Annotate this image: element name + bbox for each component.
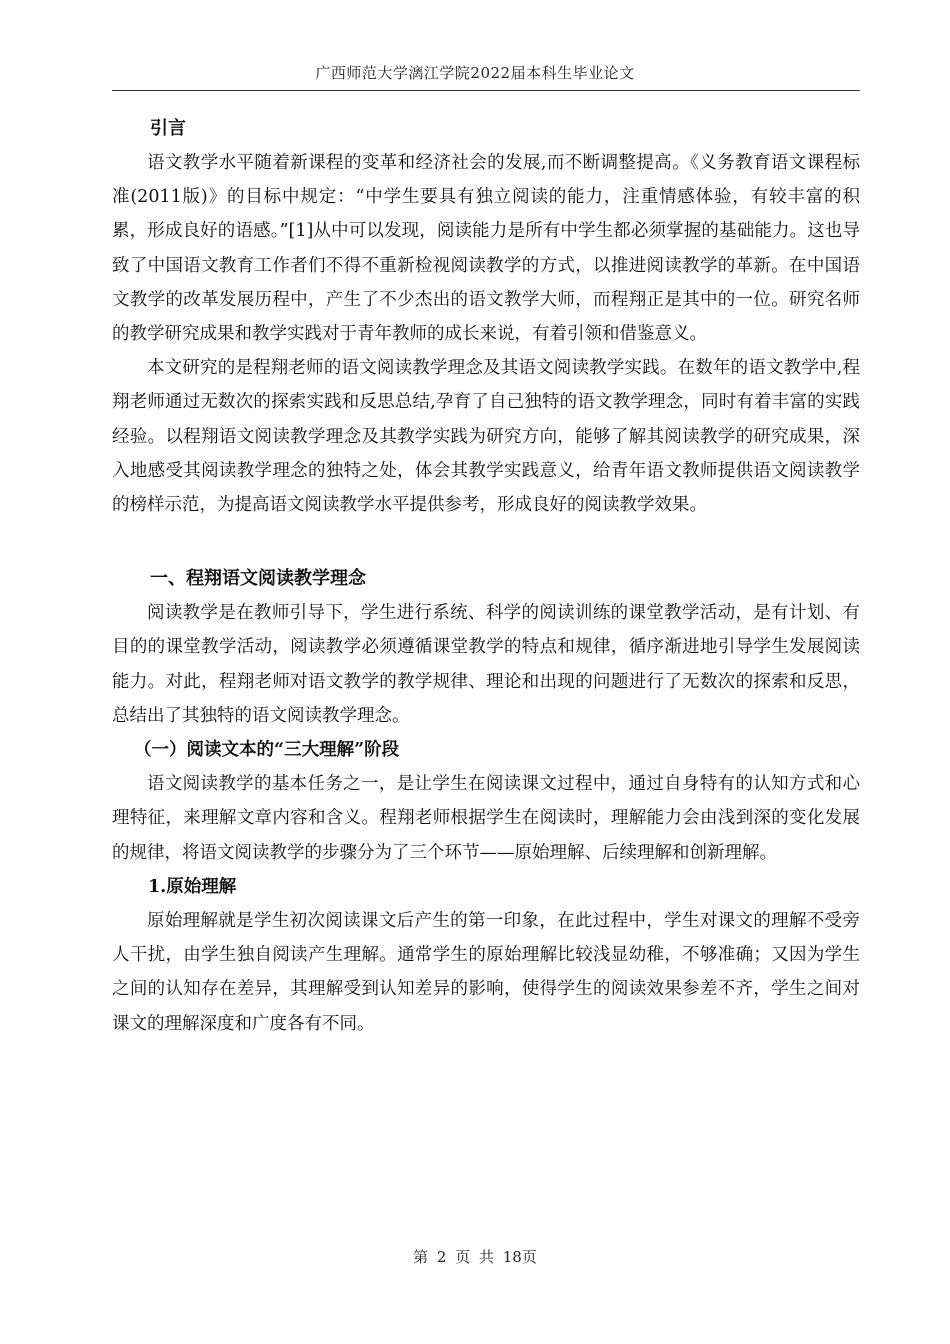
subsection-1-heading: （一）阅读文本的“三大理解”阶段 [134, 740, 400, 761]
section-spacer [112, 522, 860, 562]
intro-paragraph-1: 语文教学水平随着新课程的变革和经济社会的发展,而不断调整提高。《义务教育语文课程标准(2011版)》的目标中规定：“中学生要具有独立阅读的能力，注重情感体验，有较丰富的积累，形成良好的语感。”[1]从中可以发现，阅读能力是所有中学生都必须掌握的基础能力。这也导致了中国语文教育工作者们不得不重新检视阅读教学的方式，以推进阅读教学的革新。在中国语文教学的改革发展历程中，产生了不少杰出的语文教学大师，而程翔正是其中的一位。研究名师的教学研究成果和教学实践对于青年教师的成长来说，有着引领和借鉴意义。 [112, 153, 860, 345]
running-header: 广西师范大学漓江学院2022届本科生毕业论文 [315, 64, 635, 82]
page-number-footer: 第 2 页 共 18页 [413, 1248, 537, 1266]
section-1-paragraph-1: 阅读教学是在教师引导下，学生进行系统、科学的阅读训练的课堂教学活动，是有计划、有目的的课堂教学活动，阅读教学必须遵循课堂教学的特点和规律，循序渐进地引导学生发展阅读能力。对此，程翔老师对语文教学的教学规律、理论和出现的问题进行了无数次的探索和反思，总结出了其独特的语文阅读教学理念。 [112, 603, 860, 726]
item-1-heading: 1.原始理解 [148, 876, 237, 897]
intro-heading: 引言 [150, 118, 186, 139]
page-body [112, 112, 860, 1041]
section-1-heading: 一、程翔语文阅读教学理念 [150, 568, 366, 590]
subsection-1-paragraph-1: 语文阅读教学的基本任务之一，是让学生在阅读课文过程中，通过自身特有的认知方式和心理特征，来理解文章内容和含义。程翔老师根据学生在阅读时，理解能力会由浅到深的变化发展的规律，将语文阅读教学的步骤分为了三个环节——原始理解、后续理解和创新理解。 [112, 774, 860, 863]
header-divider [112, 90, 860, 91]
item-1-paragraph-1: 原始理解就是学生初次阅读课文后产生的第一印象，在此过程中，学生对课文的理解不受旁人干扰，由学生独自阅读产生理解。通常学生的原始理解比较浅显幼稚，不够准确；又因为学生之间的认知存在差异，其理解受到认知差异的影响，使得学生的阅读效果参差不齐，学生之间对课文的理解深度和广度各有不同。 [112, 911, 860, 1034]
intro-paragraph-2: 本文研究的是程翔老师的语文阅读教学理念及其语文阅读教学实践。在数年的语文教学中,程翔老师通过无数次的探索实践和反思总结,孕育了自己独特的语文教学理念，同时有着丰富的实践经验。以程翔语文阅读教学理念及其教学实践为研究方向，能够了解其阅读教学的研究成果，深入地感受其阅读教学理念的独特之处，体会其教学实践意义，给青年语文教师提供语文阅读教学的榜样示范，为提高语文阅读教学水平提供参考，形成良好的阅读教学效果。 [112, 358, 860, 516]
